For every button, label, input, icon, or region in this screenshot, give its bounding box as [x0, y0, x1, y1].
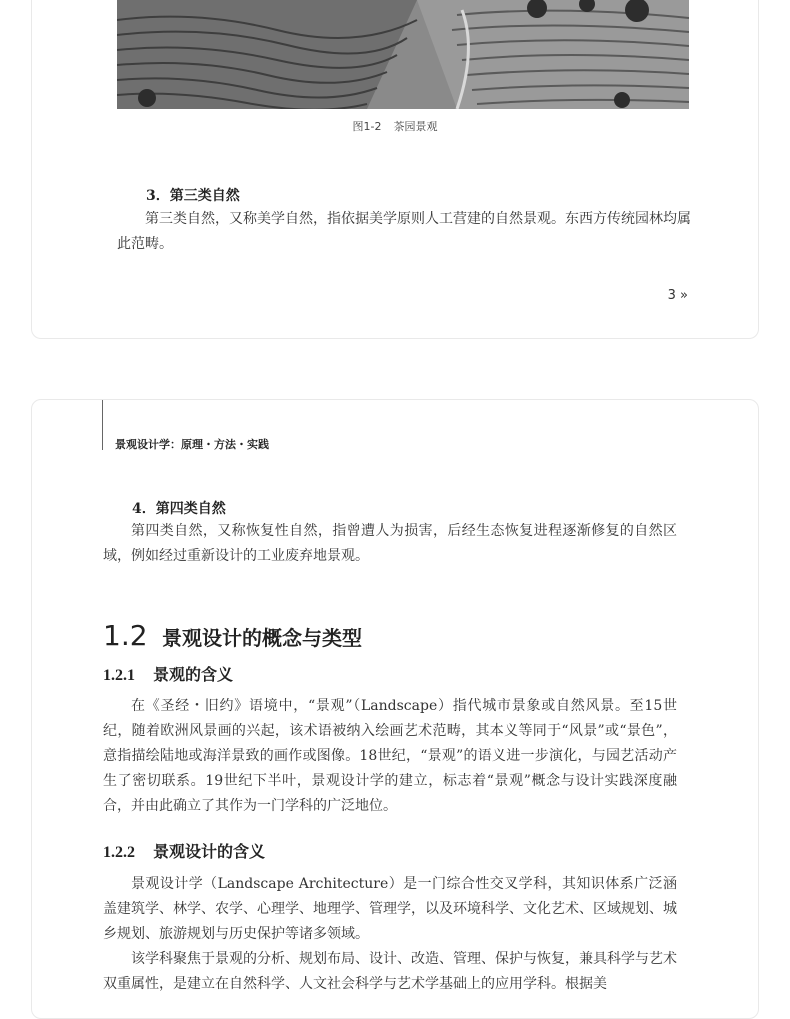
page-number: 3 » [667, 288, 688, 303]
figure-caption [32, 118, 758, 134]
subsection-number: 1.2.1 [103, 667, 135, 684]
subhead-fourth-nature: 4．第四类自然 [132, 501, 226, 517]
subsection-heading-1-2-2 [103, 839, 265, 862]
subsection-heading-1-2-1 [103, 662, 233, 685]
book-page-3 [31, 0, 759, 339]
running-head-title: 景观设计学：原理・方法・实践 [115, 438, 269, 451]
tea-garden-image [117, 0, 689, 109]
subsection-title: 景观设计的含义 [153, 842, 266, 861]
paragraph-fourth-nature: 第四类自然，又称恢复性自然，指曾遭人为损害，后经生态恢复进程逐渐修复的自然区域，例如经过重新设计的工业废弃地景观。 [103, 523, 677, 564]
paragraph-landscape-design-1: 景观设计学（Landscape Architecture）是一门综合性交叉学科，其知识体系广泛涵盖建筑学、林学、农学、心理学、地理学、管理学，以及环境科学、文化艺术、区域规划、城乡规划、旅游规划与历史保护等诸多领域。 [103, 876, 677, 942]
paragraph-landscape-design-2: 该学科聚焦于景观的分析、规划布局、设计、改造、管理、保护与恢复，兼具科学与艺术双重属性，是建立在自然科学、人文社会科学与艺术学基础上的应用学科。根据美 [103, 951, 677, 992]
subhead-third-nature: 3．第三类自然 [146, 188, 240, 204]
book-page-4 [31, 399, 759, 1019]
running-head [102, 400, 323, 450]
section-number: 1.2 [103, 619, 148, 652]
section-title: 景观设计的概念与类型 [162, 626, 362, 650]
paragraph-third-nature: 第三类自然，又称美学自然，指依据美学原则人工营建的自然景观。东西方传统园林均属此范畴。 [117, 211, 691, 252]
subsection-title: 景观的含义 [153, 665, 234, 684]
tea-garden-photo [117, 0, 689, 109]
figure-caption-text: 茶园景观 [393, 120, 438, 133]
paragraph-landscape-meaning: 在《圣经・旧约》语境中，“景观”（Landscape）指代城市景象或自然风景。至15世纪，随着欧洲风景画的兴起，该术语被纳入绘画艺术范畴，其本义等同于“风景”或“景色”，意指描绘陆地或海洋景致的画作或图像。18世纪，“景观”的语义进一步演化，与园艺活动产生了密切联系。19世纪下半叶，景观设计学的建立，标志着“景观”概念与设计实践深度融合，并由此确立了其作为一门学科的广泛地位。 [103, 698, 677, 814]
figure-caption-number: 图1-2 [352, 120, 382, 133]
subsection-number: 1.2.2 [103, 844, 135, 861]
